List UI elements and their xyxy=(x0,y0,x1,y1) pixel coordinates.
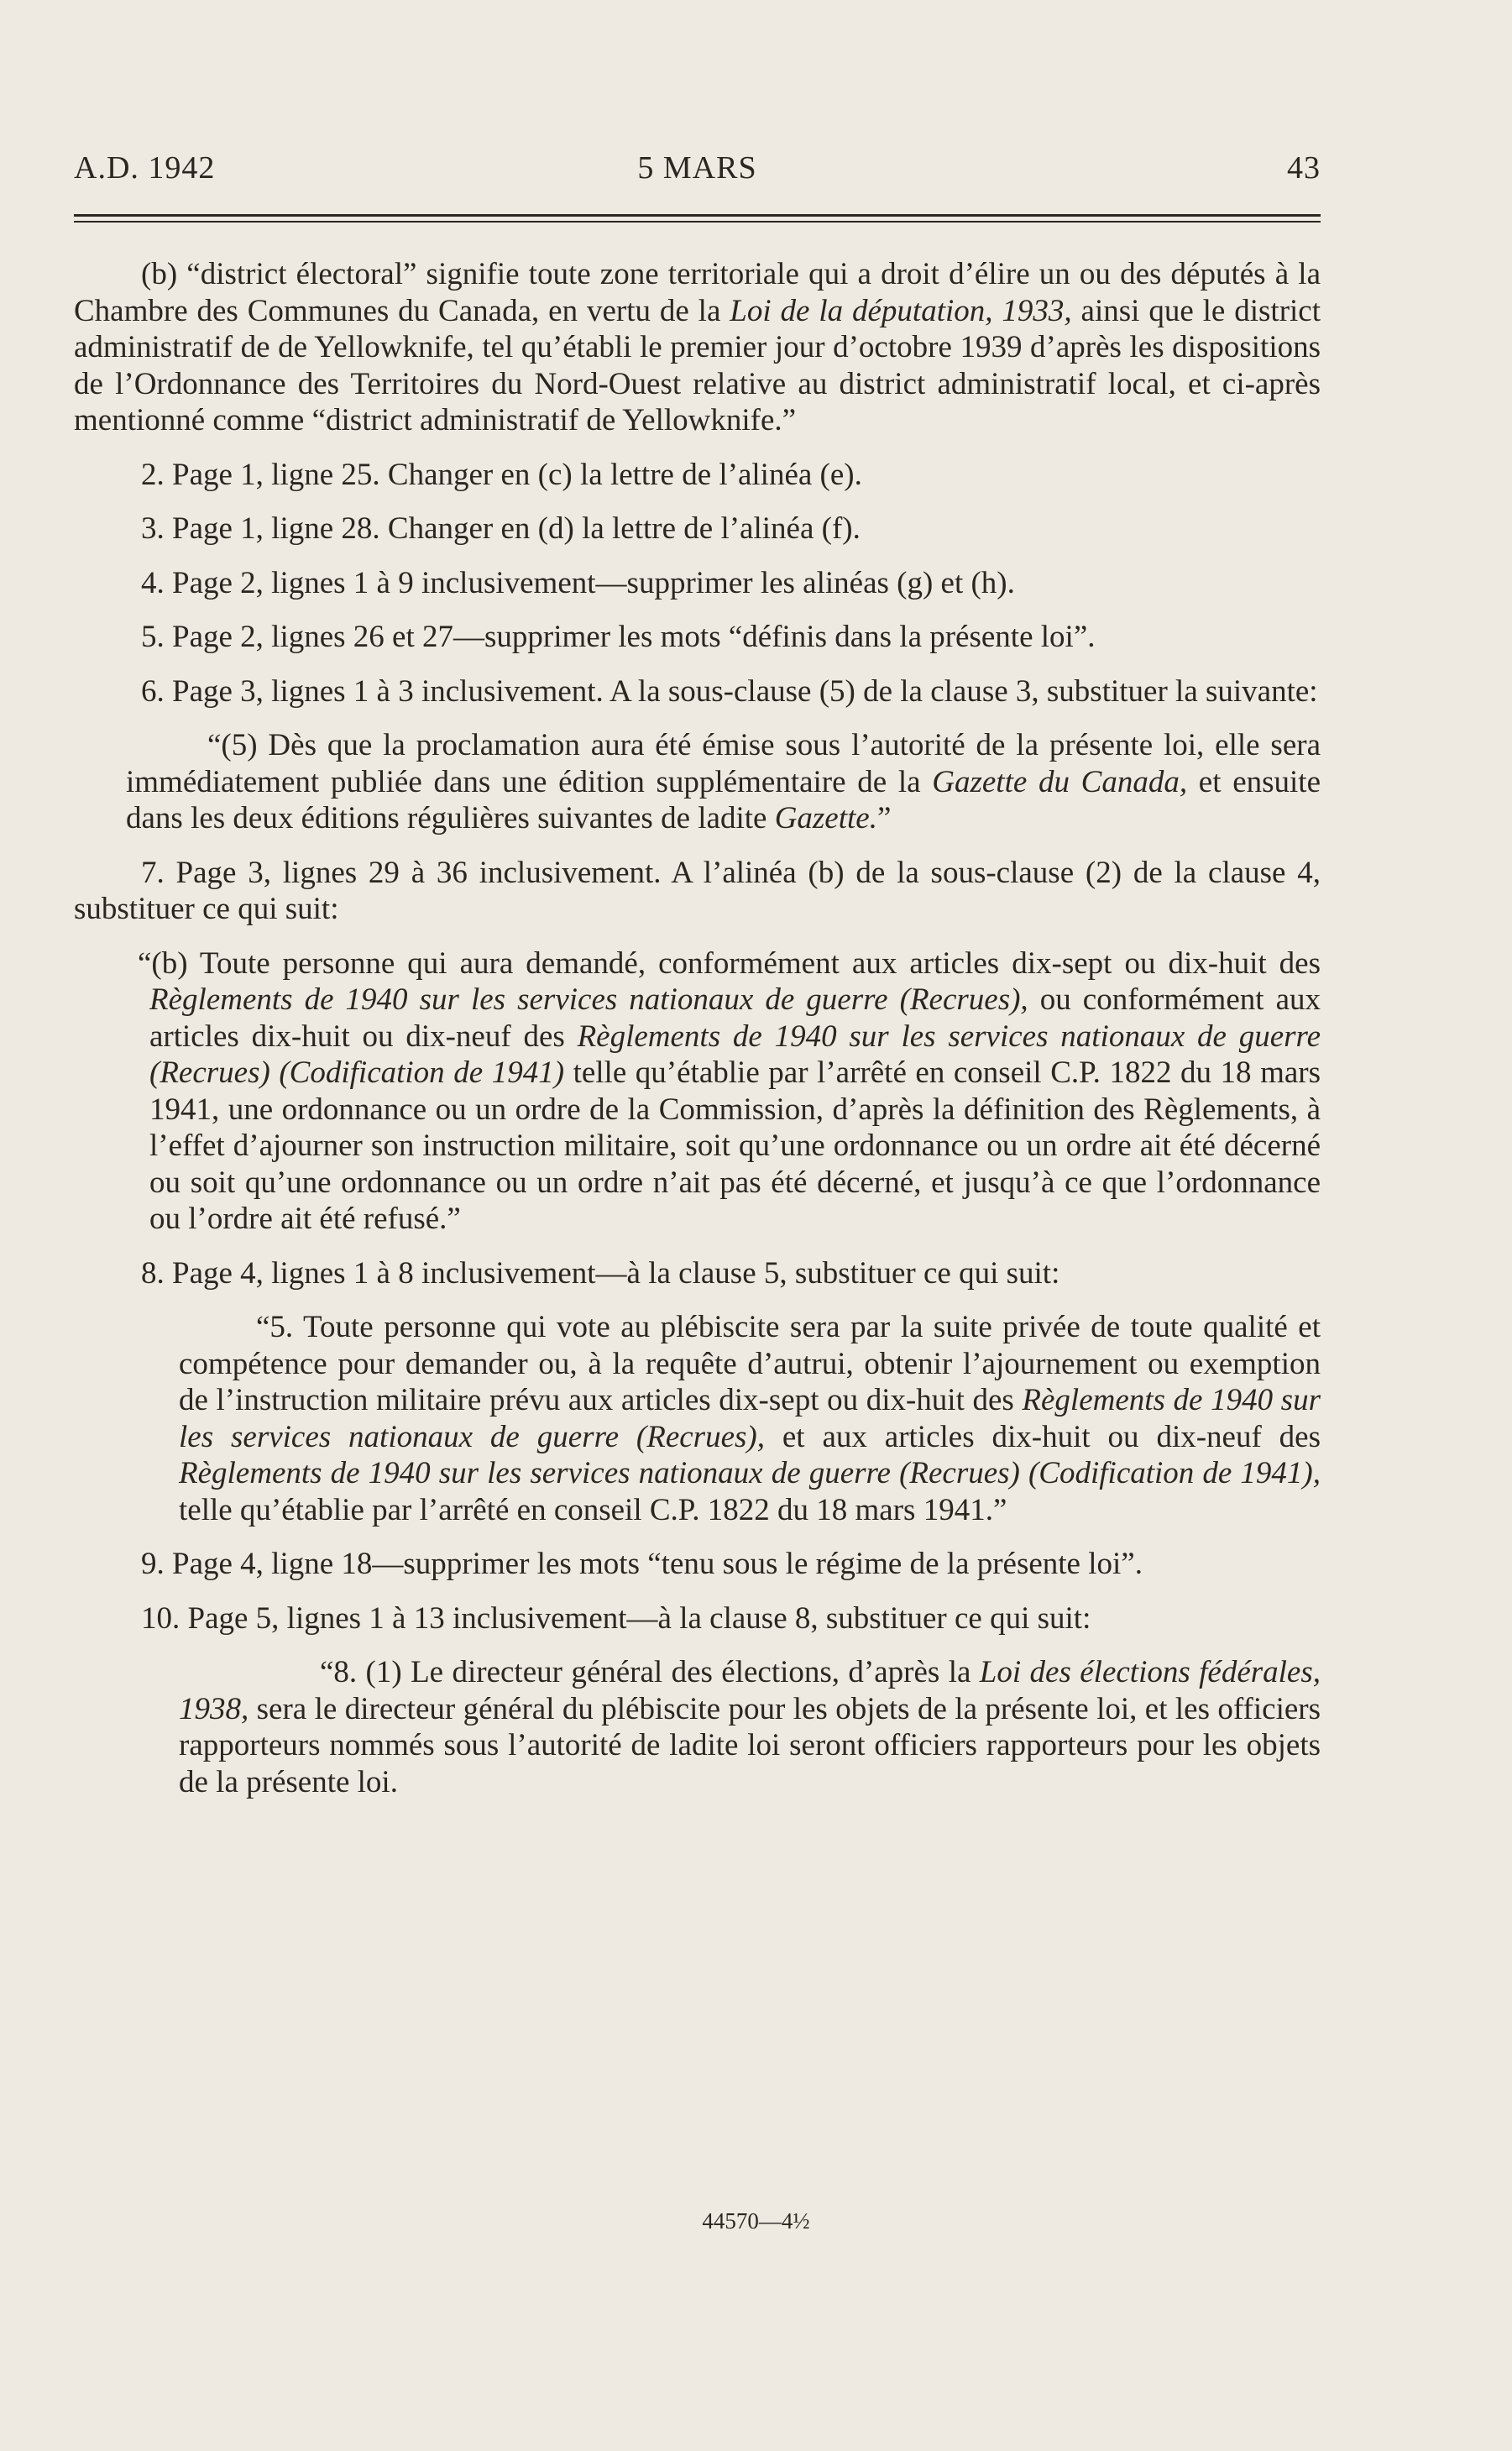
text-run: telle qu’établie par l’arrêté en conseil C.P. 1822 du 18 mars 1941.” xyxy=(179,1492,1007,1527)
page-number: 43 xyxy=(1287,150,1321,186)
printer-reference: 44570—4½ xyxy=(702,2208,810,2234)
italic-run: Règlements de 1940 sur les services nationaux de guerre (Recrues) (Codification de 1941) xyxy=(149,1019,1321,1090)
text-run: ainsi que le district administratif de de Yellowknife, tel qu’établi le premier jour d’octobre 1939 d’après les dispositions de l’Ordonnance des Territoires du Nord-Ouest relative au district administratif local, et ci-après mentionné comme “district administratif de Yellowknife.” xyxy=(74,293,1321,437)
text-run: ou conformément aux articles dix-huit ou dix-neuf des xyxy=(149,982,1321,1054)
text-run: “(5) Dès que la proclamation aura été émise sous l’autorité de la présente loi, elle sera immédiatement publiée dans une édition supplémentaire de la xyxy=(126,728,1321,799)
header-rule-thin xyxy=(74,221,1321,223)
amendment-10: 10. Page 5, lignes 1 à 13 inclusivement—à la clause 8, substituer ce qui suit: xyxy=(141,1600,1091,1636)
text-run: “8. (1) Le directeur général des élections, d’après la xyxy=(320,1655,980,1689)
quoted-clause-8 xyxy=(179,1654,1321,1800)
document-body xyxy=(74,256,1321,1800)
italic-run: Règlements de 1940 sur les services nationaux de guerre (Recrues) (Codification de 1941), xyxy=(179,1456,1321,1490)
amendment-2: 2. Page 1, ligne 25. Changer en (c) la lettre de l’alinéa (e). xyxy=(141,457,862,492)
text-run: “(b) Toute personne qui aura demandé, conformément aux articles dix-sept ou dix-huit des xyxy=(138,945,1321,981)
italic-run: Gazette du Canada, xyxy=(932,764,1188,799)
quoted-subclause-5 xyxy=(126,727,1321,837)
italic-run: Loi de la députation, 1933, xyxy=(730,293,1072,328)
header-date: 5 MARS xyxy=(637,150,757,186)
italic-run: Règlements de 1940 sur les services nationaux de guerre (Recrues), xyxy=(179,1383,1321,1454)
amendment-7: 7. Page 3, lignes 29 à 36 inclusivement. A l’alinéa (b) de la sous-clause (2) de la clause 4, substituer ce qui suit: xyxy=(74,855,1321,926)
text-run: (b) “district électoral” signifie toute zone territoriale qui a droit d’élire un ou des députés à la Chambre des Communes du Canada, en vertu de la xyxy=(74,257,1321,328)
amendment-8: 8. Page 4, lignes 1 à 8 inclusivement—à la clause 5, substituer ce qui suit: xyxy=(141,1255,1060,1291)
quoted-paragraph-b xyxy=(138,945,1321,1238)
text-run: sera le directeur général du plébiscite pour les objets de la présente loi, et les officiers rapporteurs nommés sous l’autorité de ladite loi seront officiers rapporteurs pour les objets de la présente loi. xyxy=(179,1691,1321,1799)
paragraph-b-definition xyxy=(74,256,1321,439)
amendment-4: 4. Page 2, lignes 1 à 9 inclusivement—supprimer les alinéas (g) et (h). xyxy=(141,565,1015,600)
amendment-5: 5. Page 2, lignes 26 et 27—supprimer les mots “définis dans la présente loi”. xyxy=(141,620,1096,654)
quoted-clause-5 xyxy=(179,1309,1321,1528)
text-run: et aux articles dix-huit ou dix-neuf des xyxy=(764,1419,1321,1454)
header-year: A.D. 1942 xyxy=(74,150,216,186)
text-run: et ensuite dans les deux éditions régulières suivantes de ladite xyxy=(126,764,1321,835)
italic-run: Gazette. xyxy=(774,801,877,835)
amendment-9: 9. Page 4, ligne 18—supprimer les mots “tenu sous le régime de la présente loi”. xyxy=(141,1547,1143,1581)
text-run: ” xyxy=(876,801,892,835)
italic-run: Loi des élections fédérales, 1938, xyxy=(179,1655,1321,1726)
amendment-6: 6. Page 3, lignes 1 à 3 inclusivement. A la sous-clause (5) de la clause 3, substituer la suivante: xyxy=(141,673,1318,709)
italic-run: Règlements de 1940 sur les services nationaux de guerre (Recrues), xyxy=(149,982,1028,1017)
amendment-3: 3. Page 1, ligne 28. Changer en (d) la lettre de l’alinéa (f). xyxy=(141,511,861,546)
header-rule-thick xyxy=(74,214,1321,217)
text-run: “5. Toute personne qui vote au plébiscite sera par la suite privée de toute qualité et compétence pour demander ou, à la requête d’autrui, obtenir l’ajournement ou exemption de l’instruction militaire prévu aux articles dix-sept ou dix-huit des xyxy=(179,1310,1321,1417)
text-run: telle qu’établie par l’arrêté en conseil C.P. 1822 du 18 mars 1941, une ordonnance ou un ordre de la Commission, d’après la définition des Règlements, à l’effet d’ajourner son instruction militaire, soit qu’une ordonnance ou un ordre ait été décerné ou soit qu’une ordonnance ou un ordre n’ait pas été décerné, et jusqu’à ce que l’ordonnance ou l’ordre ait été refusé.” xyxy=(149,1055,1321,1236)
